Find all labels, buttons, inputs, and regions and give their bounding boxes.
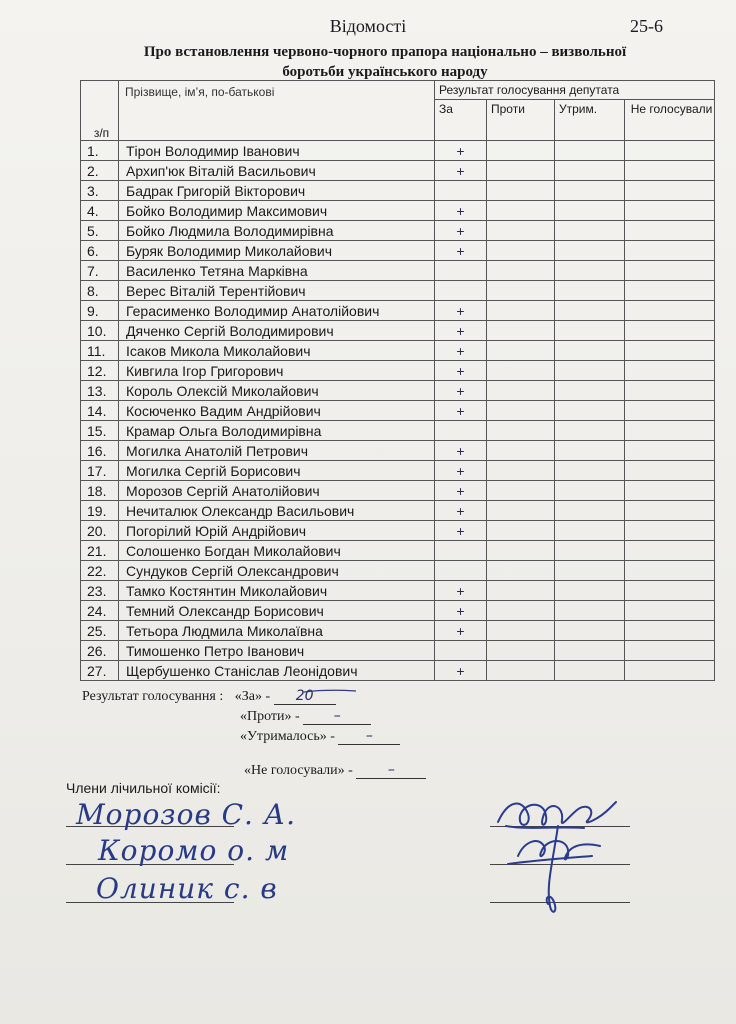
table-row — [81, 381, 715, 401]
row-name: Герасименко Володимир Анатолійович — [119, 301, 435, 321]
row-name: Крамар Ольга Володимирівна — [119, 421, 435, 441]
header-result: Результат голосування депутата — [435, 81, 715, 100]
table-row — [81, 641, 715, 661]
row-name: Нечиталюк Олександр Васильович — [119, 501, 435, 521]
vote-for-cell: + — [435, 161, 487, 181]
row-name: Василенко Тетяна Марківна — [119, 261, 435, 281]
table-row — [81, 421, 715, 441]
vote-for-cell: + — [435, 581, 487, 601]
vote-for-cell: + — [435, 221, 487, 241]
vote-not-voted-cell — [625, 441, 715, 461]
vote-abstain-cell — [555, 361, 625, 381]
vote-not-voted-cell — [625, 281, 715, 301]
vote-for-cell — [435, 421, 487, 441]
row-name: Кивгила Ігор Григорович — [119, 361, 435, 381]
vote-against-cell — [487, 661, 555, 681]
vote-abstain-cell — [555, 641, 625, 661]
table-row — [81, 541, 715, 561]
vote-against-cell — [487, 401, 555, 421]
table-row — [81, 501, 715, 521]
document-subtitle — [100, 42, 670, 82]
signature-name-2: Коромо о. м — [98, 834, 290, 867]
vote-abstain-cell — [555, 501, 625, 521]
vote-not-voted-cell — [625, 241, 715, 261]
vote-abstain-cell — [555, 541, 625, 561]
table-row — [81, 261, 715, 281]
vote-abstain-cell — [555, 561, 625, 581]
vote-abstain-cell — [555, 381, 625, 401]
vote-abstain-cell — [555, 581, 625, 601]
row-name: Дяченко Сергій Володимирович — [119, 321, 435, 341]
row-name: Тетьора Людмила Миколаївна — [119, 621, 435, 641]
vote-against-cell — [487, 501, 555, 521]
vote-abstain-cell — [555, 521, 625, 541]
vote-for-cell — [435, 261, 487, 281]
vote-against-cell — [487, 441, 555, 461]
subtitle-line-2: боротьби українського народу — [282, 64, 488, 80]
row-index: 17. — [81, 461, 119, 481]
row-name: Солошенко Богдан Миколайович — [119, 541, 435, 561]
table-row — [81, 181, 715, 201]
vote-for-cell: + — [435, 381, 487, 401]
row-index: 1. — [81, 141, 119, 161]
vote-abstain-cell — [555, 201, 625, 221]
header-not-voted: Не голосували — [625, 100, 715, 141]
row-index: 25. — [81, 621, 119, 641]
row-name: Бойко Володимир Максимович — [119, 201, 435, 221]
vote-abstain-cell — [555, 661, 625, 681]
results-line-abstain — [240, 728, 400, 745]
against-count: – — [303, 708, 371, 725]
row-index: 20. — [81, 521, 119, 541]
row-index: 23. — [81, 581, 119, 601]
vote-for-cell: + — [435, 501, 487, 521]
row-index: 19. — [81, 501, 119, 521]
row-index: 11. — [81, 341, 119, 361]
vote-abstain-cell — [555, 621, 625, 641]
row-index: 6. — [81, 241, 119, 261]
vote-against-cell — [487, 561, 555, 581]
table-row — [81, 321, 715, 341]
row-index: 14. — [81, 401, 119, 421]
handwritten-signatures — [488, 786, 628, 926]
vote-for-cell: + — [435, 441, 487, 461]
table-row — [81, 601, 715, 621]
vote-for-cell: + — [435, 361, 487, 381]
row-name: Могилка Сергій Борисович — [119, 461, 435, 481]
vote-not-voted-cell — [625, 141, 715, 161]
row-index: 5. — [81, 221, 119, 241]
vote-not-voted-cell — [625, 221, 715, 241]
row-index: 13. — [81, 381, 119, 401]
vote-for-cell — [435, 181, 487, 201]
vote-against-cell — [487, 461, 555, 481]
table-row — [81, 661, 715, 681]
vote-against-cell — [487, 621, 555, 641]
vote-abstain-cell — [555, 221, 625, 241]
vote-against-cell — [487, 341, 555, 361]
vote-against-cell — [487, 521, 555, 541]
row-name: Бойко Людмила Володимирівна — [119, 221, 435, 241]
table-row — [81, 481, 715, 501]
table-row — [81, 221, 715, 241]
header-abstain: Утрим. — [555, 100, 625, 141]
vote-not-voted-cell — [625, 501, 715, 521]
vote-not-voted-cell — [625, 541, 715, 561]
abstain-count: – — [338, 728, 400, 745]
vote-not-voted-cell — [625, 301, 715, 321]
subtitle-line-1: Про встановлення червоно-чорного прапора національно – визвольної — [143, 44, 627, 60]
row-name: Архип'юк Віталій Васильович — [119, 161, 435, 181]
vote-against-cell — [487, 281, 555, 301]
row-index: 15. — [81, 421, 119, 441]
vote-not-voted-cell — [625, 381, 715, 401]
row-name: Косюченко Вадим Андрійович — [119, 401, 435, 421]
document-title: Відомості — [329, 16, 407, 36]
vote-against-cell — [487, 361, 555, 381]
vote-for-cell: + — [435, 461, 487, 481]
row-index: 12. — [81, 361, 119, 381]
results-line-not-voted — [244, 762, 426, 779]
vote-not-voted-cell — [625, 321, 715, 341]
header-for: За — [435, 100, 487, 141]
vote-not-voted-cell — [625, 181, 715, 201]
vote-against-cell — [487, 321, 555, 341]
row-index: 27. — [81, 661, 119, 681]
vote-for-cell: + — [435, 401, 487, 421]
vote-not-voted-cell — [625, 421, 715, 441]
not-voted-label: «Не голосували» - — [244, 763, 353, 778]
row-index: 10. — [81, 321, 119, 341]
vote-against-cell — [487, 221, 555, 241]
vote-for-cell: + — [435, 321, 487, 341]
vote-for-cell — [435, 541, 487, 561]
vote-abstain-cell — [555, 301, 625, 321]
row-index: 8. — [81, 281, 119, 301]
row-index: 16. — [81, 441, 119, 461]
row-name: Сундуков Сергій Олександрович — [119, 561, 435, 581]
vote-not-voted-cell — [625, 341, 715, 361]
vote-for-cell — [435, 281, 487, 301]
row-name: Тірон Володимир Іванович — [119, 141, 435, 161]
vote-abstain-cell — [555, 341, 625, 361]
vote-not-voted-cell — [625, 621, 715, 641]
row-index: 9. — [81, 301, 119, 321]
results-line-against — [240, 708, 371, 725]
vote-for-cell: + — [435, 141, 487, 161]
table-row — [81, 201, 715, 221]
row-name: Погорілий Юрій Андрійович — [119, 521, 435, 541]
row-index: 22. — [81, 561, 119, 581]
vote-abstain-cell — [555, 261, 625, 281]
vote-against-cell — [487, 261, 555, 281]
vote-not-voted-cell — [625, 661, 715, 681]
vote-abstain-cell — [555, 421, 625, 441]
vote-abstain-cell — [555, 141, 625, 161]
vote-for-cell: + — [435, 481, 487, 501]
table-row — [81, 581, 715, 601]
vote-abstain-cell — [555, 161, 625, 181]
vote-abstain-cell — [555, 241, 625, 261]
table-row — [81, 141, 715, 161]
vote-against-cell — [487, 181, 555, 201]
table-row — [81, 281, 715, 301]
vote-not-voted-cell — [625, 201, 715, 221]
table-row — [81, 561, 715, 581]
for-count: 20 — [274, 688, 336, 705]
for-label: «За» - — [234, 689, 271, 704]
table-row — [81, 161, 715, 181]
row-name: Темний Олександр Борисович — [119, 601, 435, 621]
signature-name-3: Олиник с. в — [96, 872, 278, 905]
vote-for-cell: + — [435, 341, 487, 361]
vote-for-cell: + — [435, 301, 487, 321]
vote-abstain-cell — [555, 481, 625, 501]
vote-for-cell: + — [435, 661, 487, 681]
results-label: Результат голосування : — [82, 689, 224, 704]
vote-for-cell: + — [435, 621, 487, 641]
vote-abstain-cell — [555, 441, 625, 461]
header-index: з/п — [81, 81, 119, 141]
vote-abstain-cell — [555, 281, 625, 301]
against-label: «Проти» - — [240, 709, 300, 724]
abstain-label: «Утрималось» - — [240, 729, 335, 744]
vote-not-voted-cell — [625, 161, 715, 181]
vote-for-cell: + — [435, 601, 487, 621]
vote-not-voted-cell — [625, 261, 715, 281]
vote-against-cell — [487, 301, 555, 321]
row-name: Король Олексій Миколайович — [119, 381, 435, 401]
vote-not-voted-cell — [625, 521, 715, 541]
vote-for-cell — [435, 561, 487, 581]
table-row — [81, 461, 715, 481]
vote-against-cell — [487, 381, 555, 401]
vote-not-voted-cell — [625, 461, 715, 481]
vote-abstain-cell — [555, 401, 625, 421]
not-voted-count: – — [356, 762, 426, 779]
header-against: Проти — [487, 100, 555, 141]
vote-not-voted-cell — [625, 561, 715, 581]
vote-against-cell — [487, 161, 555, 181]
vote-abstain-cell — [555, 181, 625, 201]
vote-against-cell — [487, 641, 555, 661]
table-row — [81, 621, 715, 641]
vote-against-cell — [487, 541, 555, 561]
vote-for-cell: + — [435, 241, 487, 261]
vote-for-cell: + — [435, 201, 487, 221]
vote-against-cell — [487, 201, 555, 221]
vote-not-voted-cell — [625, 581, 715, 601]
table-row — [81, 441, 715, 461]
vote-against-cell — [487, 601, 555, 621]
row-name: Тамко Костянтин Миколайович — [119, 581, 435, 601]
vote-not-voted-cell — [625, 601, 715, 621]
table-row — [81, 241, 715, 261]
table-row — [81, 341, 715, 361]
row-index: 21. — [81, 541, 119, 561]
table-row — [81, 401, 715, 421]
results-line-for — [82, 688, 336, 705]
row-index: 24. — [81, 601, 119, 621]
vote-against-cell — [487, 141, 555, 161]
vote-not-voted-cell — [625, 481, 715, 501]
row-name: Ісаков Микола Миколайович — [119, 341, 435, 361]
row-name: Могилка Анатолій Петрович — [119, 441, 435, 461]
table-row — [81, 301, 715, 321]
row-name: Верес Віталій Терентійович — [119, 281, 435, 301]
vote-against-cell — [487, 481, 555, 501]
row-index: 26. — [81, 641, 119, 661]
vote-abstain-cell — [555, 601, 625, 621]
table-row — [81, 521, 715, 541]
vote-against-cell — [487, 581, 555, 601]
vote-for-cell — [435, 641, 487, 661]
vote-against-cell — [487, 241, 555, 261]
vote-not-voted-cell — [625, 361, 715, 381]
vote-not-voted-cell — [625, 401, 715, 421]
row-index: 7. — [81, 261, 119, 281]
table-row — [81, 361, 715, 381]
commission-label: Члени лічильної комісії: — [66, 780, 221, 796]
vote-for-cell: + — [435, 521, 487, 541]
row-name: Бадрак Григорій Вікторович — [119, 181, 435, 201]
row-name: Морозов Сергій Анатолійович — [119, 481, 435, 501]
row-name: Тимошенко Петро Іванович — [119, 641, 435, 661]
row-index: 3. — [81, 181, 119, 201]
row-name: Буряк Володимир Миколайович — [119, 241, 435, 261]
signature-name-1: Морозов С. А. — [76, 798, 296, 831]
vote-against-cell — [487, 421, 555, 441]
document-number: 25-6 — [630, 16, 663, 36]
voting-table — [80, 80, 715, 681]
header-name: Прізвище, ім’я, по-батькові — [119, 81, 435, 141]
for-count-underline — [300, 676, 360, 696]
vote-abstain-cell — [555, 321, 625, 341]
row-index: 4. — [81, 201, 119, 221]
row-name: Щербушенко Станіслав Леонідович — [119, 661, 435, 681]
vote-abstain-cell — [555, 461, 625, 481]
row-index: 18. — [81, 481, 119, 501]
vote-not-voted-cell — [625, 641, 715, 661]
row-index: 2. — [81, 161, 119, 181]
